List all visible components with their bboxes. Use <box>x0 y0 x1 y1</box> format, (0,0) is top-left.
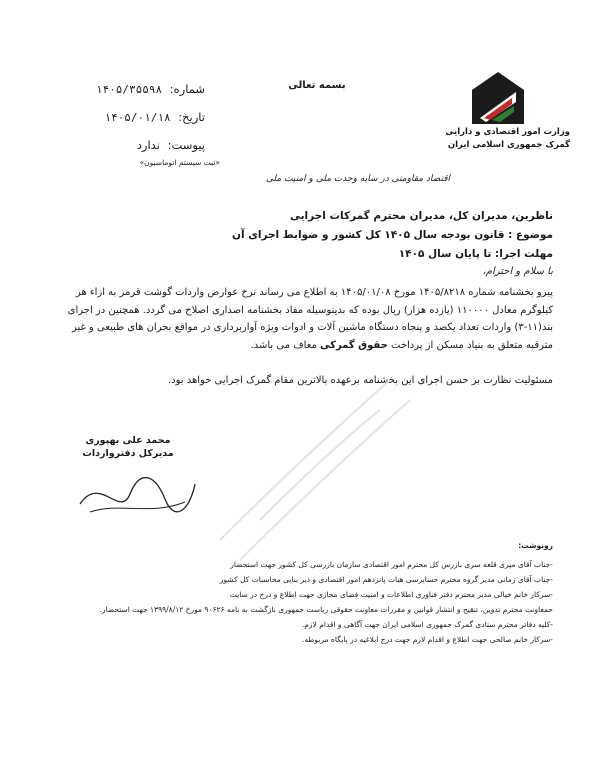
org-line-ministry: وزارت امور اقتصادی و دارایی <box>445 127 570 137</box>
letter-date <box>55 110 205 124</box>
number-label: شماره: <box>169 82 205 96</box>
recipient: ناظرین، مدیران کل، مدیران محترم گمرکات اجرایی <box>289 210 553 222</box>
handwritten-signature-icon <box>70 464 200 524</box>
cc-item: -جناب آقای زمانی مدیر گروه محترم حسابرسی هیات پانزدهم امور اقتصادی و ذیر بنایی محاسبات کل کشور <box>219 575 553 584</box>
number-value: ۱۴۰۵/۳۵۵۹۸ <box>95 83 163 96</box>
letter-attachment <box>55 138 205 152</box>
date-value: ۱۴۰۵/۰۱/۱۸ <box>104 111 171 124</box>
signer-title: مدیرکل دفترواردات <box>82 448 174 459</box>
deadline: مهلت اجرا: تا پایان سال ۱۴۰۵ <box>398 248 553 260</box>
bismillah: بسمه تعالی <box>288 80 346 91</box>
org-line-customs: گمرک جمهوری اسلامی ایران <box>447 140 570 150</box>
handwritten-greeting: با سلام و احترام، <box>482 266 553 277</box>
signer-block <box>68 434 188 460</box>
cc-item: حمعاونت محترم تدوین، تنقیح و انتشار قوانین و مقررات معاونت حقوقی ریاست جمهوری بازگشت به نامه ۹۰۶۲۶ مورخ ۱۳۹۹/۸/۱۲ جهت استحضار. <box>99 605 553 614</box>
paragraph-bold-term: حقوق گمرکی <box>320 339 388 351</box>
organization-name <box>420 126 570 152</box>
cc-item: -سرکار خانم خیالی مدیر محترم دفتر فناوری اطلاعات و امنیت فضای مجازی جهت اطلاع و درج در سایت <box>229 590 553 599</box>
signer-name: محمد علی بهپوری <box>85 435 171 446</box>
automation-note: «ثبت سیستم اتوماسیون» <box>139 158 220 167</box>
watermark-stamp-icon <box>180 340 430 590</box>
paragraph-end: معاف می باشد. <box>250 339 317 351</box>
subject: موضوع : قانون بودجه سال ۱۴۰۵ کل کشور و ضوابط اجرای آن <box>232 229 553 241</box>
cc-list <box>56 557 553 647</box>
cc-item: -جناب آقای میری قلعه سری بازرس کل محترم امور اقتصادی سازمان بازرسی کل کشور جهت استحضار <box>230 560 553 569</box>
cc-item: -سرکار خانم صالحی جهت اطلاع و اقدام لازم جهت درج ابلاغیه در پایگاه مربوطه. <box>302 635 553 644</box>
attachment-label: پیوست: <box>167 138 205 152</box>
letter-number <box>55 82 205 96</box>
paragraph-text: پیرو بخشنامه شماره ۱۴۰۵/۸۲۱۸ مورخ ۱۴۰۵/۰۱/۰۸ به اطلاع می رساند نرخ عوارض واردات گوشت قرمز به ازاء هر کیلوگرم معادل ۱۱۰۰۰۰ (یازده هزار) ریال بوده که بدینوسیله مفاد بخشنامه اصداری اصلاح می گردد. همچنین در اجرای بند(۱۱-۳) واردات تعداد یکصد و پنجاه دستگاه ماشین آلات و ادوات ویژه آواربرداری در مواقع بحران های طبیعی و غیر مترقبه متعلق به بنیاد مسکن از پرداخت <box>67 287 553 351</box>
cc-title: رونوشت: <box>518 541 553 550</box>
attachment-value: ندارد <box>136 138 160 152</box>
date-label: تاریخ: <box>178 110 205 124</box>
body-paragraph-responsibility: مسئولیت نظارت بر حسن اجرای این بخشنامه برعهده بالاترین مقام گمرک اجرایی خواهد بود. <box>167 375 553 386</box>
customs-logo-icon <box>470 70 526 126</box>
cc-item: -کلیه دفاتر محترم ستادی گمرک جمهوری اسلامی ایران جهت آگاهی و اقدام لازم. <box>301 620 553 629</box>
motto: اقتصاد مقاومتی در سایه وحدت ملی و امنیت ملی <box>265 174 450 184</box>
